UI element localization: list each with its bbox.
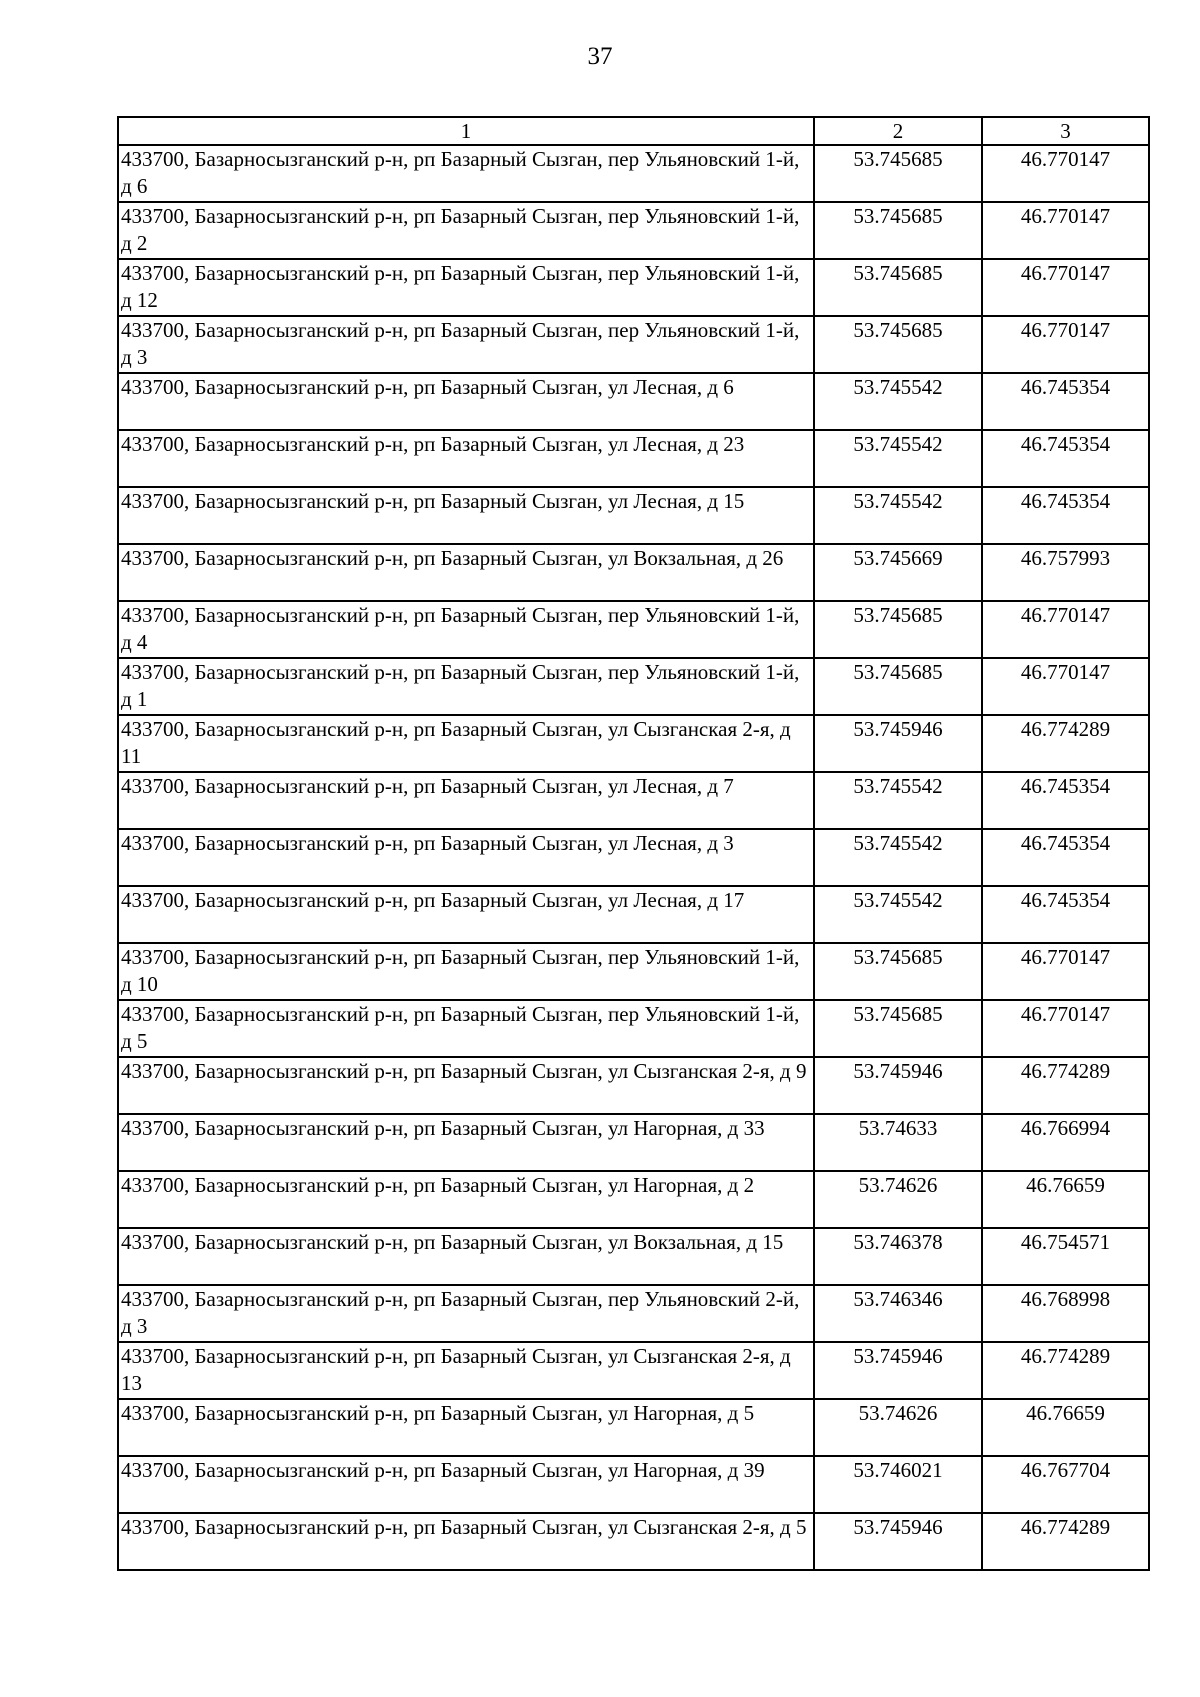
table-row <box>118 772 1149 829</box>
table-body <box>118 145 1149 1570</box>
address-cell: 433700, Базарносызганский р-н, рп Базарный Сызган, пер Ульяновский 2-й, д 3 <box>118 1285 814 1342</box>
address-coordinates-table <box>117 116 1150 1571</box>
longitude-cell: 46.745354 <box>982 772 1149 829</box>
address-cell: 433700, Базарносызганский р-н, рп Базарный Сызган, ул Лесная, д 3 <box>118 829 814 886</box>
latitude-cell: 53.745685 <box>814 145 982 202</box>
latitude-cell: 53.745685 <box>814 259 982 316</box>
latitude-cell: 53.745542 <box>814 430 982 487</box>
latitude-cell: 53.745542 <box>814 373 982 430</box>
address-cell: 433700, Базарносызганский р-н, рп Базарный Сызган, ул Лесная, д 17 <box>118 886 814 943</box>
address-cell: 433700, Базарносызганский р-н, рп Базарный Сызган, пер Ульяновский 1-й, д 10 <box>118 943 814 1000</box>
longitude-cell: 46.774289 <box>982 1057 1149 1114</box>
table-row <box>118 1114 1149 1171</box>
address-cell: 433700, Базарносызганский р-н, рп Базарный Сызган, ул Лесная, д 23 <box>118 430 814 487</box>
table-row <box>118 658 1149 715</box>
latitude-cell: 53.746021 <box>814 1456 982 1513</box>
latitude-cell: 53.745946 <box>814 715 982 772</box>
longitude-cell: 46.76659 <box>982 1399 1149 1456</box>
address-cell: 433700, Базарносызганский р-н, рп Базарный Сызган, ул Нагорная, д 33 <box>118 1114 814 1171</box>
longitude-cell: 46.774289 <box>982 1342 1149 1399</box>
table-row <box>118 1513 1149 1570</box>
longitude-cell: 46.757993 <box>982 544 1149 601</box>
table-row <box>118 943 1149 1000</box>
table-row <box>118 886 1149 943</box>
address-cell: 433700, Базарносызганский р-н, рп Базарный Сызган, пер Ульяновский 1-й, д 1 <box>118 658 814 715</box>
address-cell: 433700, Базарносызганский р-н, рп Базарный Сызган, пер Ульяновский 1-й, д 3 <box>118 316 814 373</box>
table-row <box>118 1456 1149 1513</box>
address-cell: 433700, Базарносызганский р-н, рп Базарный Сызган, ул Сызганская 2-я, д 5 <box>118 1513 814 1570</box>
table-header <box>118 117 1149 145</box>
table-row <box>118 145 1149 202</box>
table-row <box>118 1057 1149 1114</box>
address-cell: 433700, Базарносызганский р-н, рп Базарный Сызган, пер Ульяновский 1-й, д 5 <box>118 1000 814 1057</box>
latitude-cell: 53.745946 <box>814 1513 982 1570</box>
table-row <box>118 373 1149 430</box>
table-row <box>118 259 1149 316</box>
latitude-cell: 53.74626 <box>814 1399 982 1456</box>
latitude-cell: 53.745669 <box>814 544 982 601</box>
table-row <box>118 1000 1149 1057</box>
address-cell: 433700, Базарносызганский р-н, рп Базарный Сызган, пер Ульяновский 1-й, д 12 <box>118 259 814 316</box>
longitude-cell: 46.745354 <box>982 373 1149 430</box>
latitude-cell: 53.745946 <box>814 1342 982 1399</box>
longitude-cell: 46.770147 <box>982 943 1149 1000</box>
table-row <box>118 430 1149 487</box>
longitude-cell: 46.770147 <box>982 658 1149 715</box>
longitude-cell: 46.768998 <box>982 1285 1149 1342</box>
table-row <box>118 601 1149 658</box>
address-cell: 433700, Базарносызганский р-н, рп Базарный Сызган, ул Нагорная, д 39 <box>118 1456 814 1513</box>
longitude-cell: 46.770147 <box>982 202 1149 259</box>
table-row <box>118 487 1149 544</box>
address-cell: 433700, Базарносызганский р-н, рп Базарный Сызган, пер Ульяновский 1-й, д 2 <box>118 202 814 259</box>
longitude-cell: 46.774289 <box>982 715 1149 772</box>
latitude-cell: 53.745542 <box>814 886 982 943</box>
column-header-2: 2 <box>814 117 982 145</box>
latitude-cell: 53.745685 <box>814 601 982 658</box>
table-row <box>118 1228 1149 1285</box>
page-number: 37 <box>587 43 613 70</box>
latitude-cell: 53.745685 <box>814 316 982 373</box>
address-cell: 433700, Базарносызганский р-н, рп Базарный Сызган, ул Нагорная, д 5 <box>118 1399 814 1456</box>
table-row <box>118 829 1149 886</box>
longitude-cell: 46.770147 <box>982 145 1149 202</box>
address-cell: 433700, Базарносызганский р-н, рп Базарный Сызган, пер Ульяновский 1-й, д 4 <box>118 601 814 658</box>
column-header-3: 3 <box>982 117 1149 145</box>
table-row <box>118 1399 1149 1456</box>
latitude-cell: 53.745685 <box>814 658 982 715</box>
latitude-cell: 53.745685 <box>814 943 982 1000</box>
address-cell: 433700, Базарносызганский р-н, рп Базарный Сызган, ул Вокзальная, д 26 <box>118 544 814 601</box>
latitude-cell: 53.74633 <box>814 1114 982 1171</box>
address-cell: 433700, Базарносызганский р-н, рп Базарный Сызган, ул Сызганская 2-я, д 9 <box>118 1057 814 1114</box>
table-row <box>118 715 1149 772</box>
address-cell: 433700, Базарносызганский р-н, рп Базарный Сызган, ул Лесная, д 6 <box>118 373 814 430</box>
table-row <box>118 1342 1149 1399</box>
table-row <box>118 1171 1149 1228</box>
latitude-cell: 53.74626 <box>814 1171 982 1228</box>
table-row <box>118 316 1149 373</box>
address-cell: 433700, Базарносызганский р-н, рп Базарный Сызган, ул Сызганская 2-я, д 11 <box>118 715 814 772</box>
latitude-cell: 53.746378 <box>814 1228 982 1285</box>
latitude-cell: 53.745542 <box>814 829 982 886</box>
table-row <box>118 544 1149 601</box>
latitude-cell: 53.745542 <box>814 772 982 829</box>
longitude-cell: 46.745354 <box>982 430 1149 487</box>
address-cell: 433700, Базарносызганский р-н, рп Базарный Сызган, ул Сызганская 2-я, д 13 <box>118 1342 814 1399</box>
latitude-cell: 53.745685 <box>814 202 982 259</box>
longitude-cell: 46.745354 <box>982 487 1149 544</box>
latitude-cell: 53.745542 <box>814 487 982 544</box>
address-cell: 433700, Базарносызганский р-н, рп Базарный Сызган, ул Нагорная, д 2 <box>118 1171 814 1228</box>
address-cell: 433700, Базарносызганский р-н, рп Базарный Сызган, ул Вокзальная, д 15 <box>118 1228 814 1285</box>
latitude-cell: 53.745946 <box>814 1057 982 1114</box>
column-header-1: 1 <box>118 117 814 145</box>
longitude-cell: 46.770147 <box>982 601 1149 658</box>
address-cell: 433700, Базарносызганский р-н, рп Базарный Сызган, ул Лесная, д 7 <box>118 772 814 829</box>
address-cell: 433700, Базарносызганский р-н, рп Базарный Сызган, ул Лесная, д 15 <box>118 487 814 544</box>
longitude-cell: 46.770147 <box>982 1000 1149 1057</box>
longitude-cell: 46.770147 <box>982 259 1149 316</box>
address-cell: 433700, Базарносызганский р-н, рп Базарный Сызган, пер Ульяновский 1-й, д 6 <box>118 145 814 202</box>
table-row <box>118 202 1149 259</box>
longitude-cell: 46.754571 <box>982 1228 1149 1285</box>
table-row <box>118 1285 1149 1342</box>
longitude-cell: 46.745354 <box>982 886 1149 943</box>
longitude-cell: 46.770147 <box>982 316 1149 373</box>
latitude-cell: 53.745685 <box>814 1000 982 1057</box>
header-row <box>118 117 1149 145</box>
longitude-cell: 46.774289 <box>982 1513 1149 1570</box>
longitude-cell: 46.745354 <box>982 829 1149 886</box>
longitude-cell: 46.766994 <box>982 1114 1149 1171</box>
latitude-cell: 53.746346 <box>814 1285 982 1342</box>
longitude-cell: 46.767704 <box>982 1456 1149 1513</box>
longitude-cell: 46.76659 <box>982 1171 1149 1228</box>
